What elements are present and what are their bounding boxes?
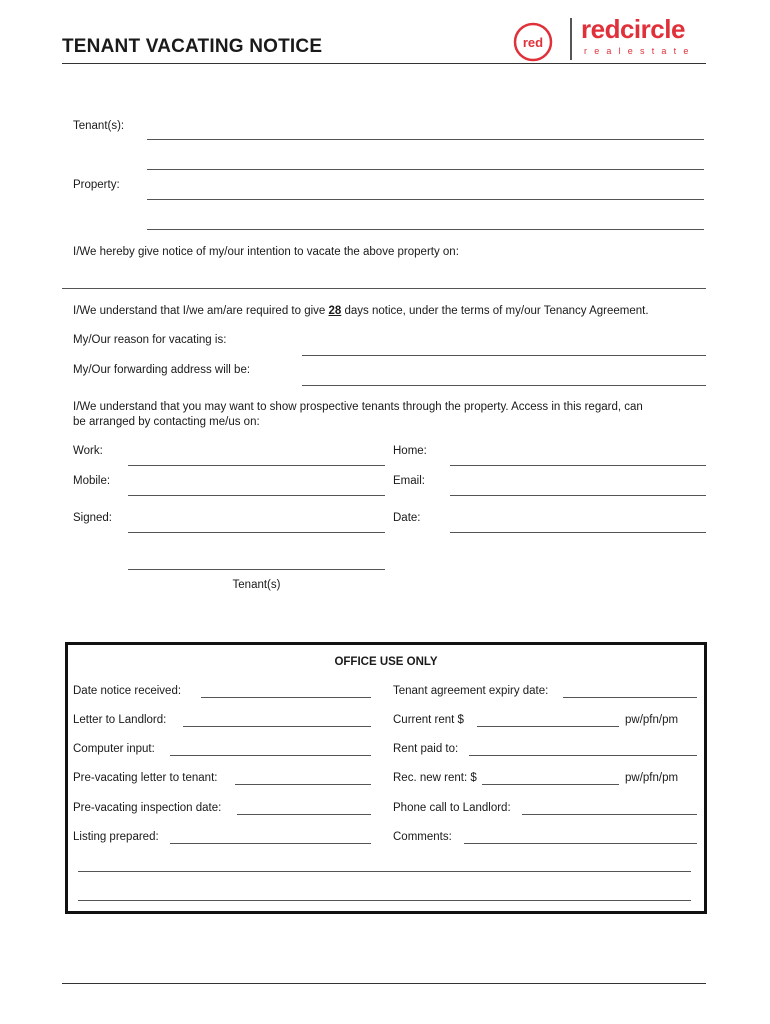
office-use-title: OFFICE USE ONLY bbox=[334, 656, 438, 668]
computer-input-label: Computer input: bbox=[73, 743, 155, 755]
letter-to-landlord-label: Letter to Landlord: bbox=[73, 714, 167, 726]
mobile-label: Mobile: bbox=[73, 475, 111, 487]
current-rent-line[interactable] bbox=[477, 726, 619, 727]
listing-prepared-label: Listing prepared: bbox=[73, 831, 159, 843]
prevacating-letter-line[interactable] bbox=[235, 784, 371, 785]
logo-divider bbox=[570, 18, 572, 60]
phone-call-landlord-label: Phone call to Landlord: bbox=[393, 802, 511, 814]
home-line[interactable] bbox=[450, 465, 706, 466]
signed-label: Signed: bbox=[73, 512, 113, 524]
forwarding-line[interactable] bbox=[302, 385, 706, 386]
email-label: Email: bbox=[393, 475, 425, 487]
property-line-2[interactable] bbox=[147, 229, 704, 230]
vacate-date-line[interactable] bbox=[62, 288, 706, 289]
mobile-line[interactable] bbox=[128, 495, 385, 496]
logo-circle-text: red bbox=[522, 35, 544, 50]
work-line[interactable] bbox=[128, 465, 385, 466]
red-circle-logo-icon bbox=[513, 22, 553, 62]
brand-subtitle: realestate bbox=[584, 46, 696, 56]
letter-to-landlord-line[interactable] bbox=[183, 726, 371, 727]
home-label: Home: bbox=[393, 445, 427, 457]
reason-line[interactable] bbox=[302, 355, 706, 356]
email-line[interactable] bbox=[450, 495, 706, 496]
work-label: Work: bbox=[73, 445, 103, 457]
forwarding-label: My/Our forwarding address will be: bbox=[73, 364, 251, 376]
listing-prepared-line[interactable] bbox=[170, 843, 371, 844]
notice-days-value: 28 bbox=[328, 305, 342, 317]
notice-intro-text: I/We hereby give notice of my/our intention to vacate the above property on: bbox=[73, 246, 459, 258]
prevacating-inspection-line[interactable] bbox=[237, 814, 371, 815]
property-label: Property: bbox=[73, 179, 120, 191]
access-text-line-1: I/We understand that you may want to show prospective tenants through the property. Access in this regard, can bbox=[73, 401, 643, 413]
tenants-line-1[interactable] bbox=[147, 139, 704, 140]
notice-period-suffix: days notice, under the terms of my/our Tenancy Agreement. bbox=[341, 305, 649, 317]
rent-paid-to-line[interactable] bbox=[469, 755, 697, 756]
property-line-1[interactable] bbox=[147, 199, 704, 200]
computer-input-line[interactable] bbox=[170, 755, 371, 756]
comments-label: Comments: bbox=[393, 831, 452, 843]
signed-line-1[interactable] bbox=[128, 532, 385, 533]
tenants-label: Tenant(s): bbox=[73, 120, 125, 132]
brand-name: redcircle bbox=[581, 14, 685, 44]
current-rent-label: Current rent $ bbox=[393, 714, 464, 726]
notice-period-text bbox=[73, 305, 649, 317]
tenant-agreement-expiry-line[interactable] bbox=[563, 697, 697, 698]
comments-line-1[interactable] bbox=[464, 843, 697, 844]
date-label: Date: bbox=[393, 512, 421, 524]
access-text-line-2: be arranged by contacting me/us on: bbox=[73, 416, 260, 428]
phone-call-landlord-line[interactable] bbox=[522, 814, 697, 815]
date-notice-received-line[interactable] bbox=[201, 697, 371, 698]
date-notice-received-label: Date notice received: bbox=[73, 685, 182, 697]
rec-new-rent-unit: pw/pfn/pm bbox=[625, 772, 679, 784]
date-line[interactable] bbox=[450, 532, 706, 533]
reason-label: My/Our reason for vacating is: bbox=[73, 334, 227, 346]
rec-new-rent-line[interactable] bbox=[482, 784, 619, 785]
footer-rule bbox=[62, 983, 706, 984]
rec-new-rent-label: Rec. new rent: $ bbox=[393, 772, 477, 784]
signed-line-2[interactable] bbox=[128, 569, 385, 570]
comments-line-2[interactable] bbox=[78, 871, 691, 872]
rent-paid-to-label: Rent paid to: bbox=[393, 743, 459, 755]
tenants-caption: Tenant(s) bbox=[232, 579, 281, 591]
prevacating-letter-label: Pre-vacating letter to tenant: bbox=[73, 772, 218, 784]
prevacating-inspection-label: Pre-vacating inspection date: bbox=[73, 802, 222, 814]
tenant-agreement-expiry-label: Tenant agreement expiry date: bbox=[393, 685, 549, 697]
comments-line-3[interactable] bbox=[78, 900, 691, 901]
page-title: TENANT VACATING NOTICE bbox=[62, 36, 323, 57]
header-rule bbox=[62, 63, 706, 64]
current-rent-unit: pw/pfn/pm bbox=[625, 714, 679, 726]
notice-period-prefix: I/We understand that I/we am/are required to give bbox=[73, 305, 329, 317]
tenants-line-2[interactable] bbox=[147, 169, 704, 170]
